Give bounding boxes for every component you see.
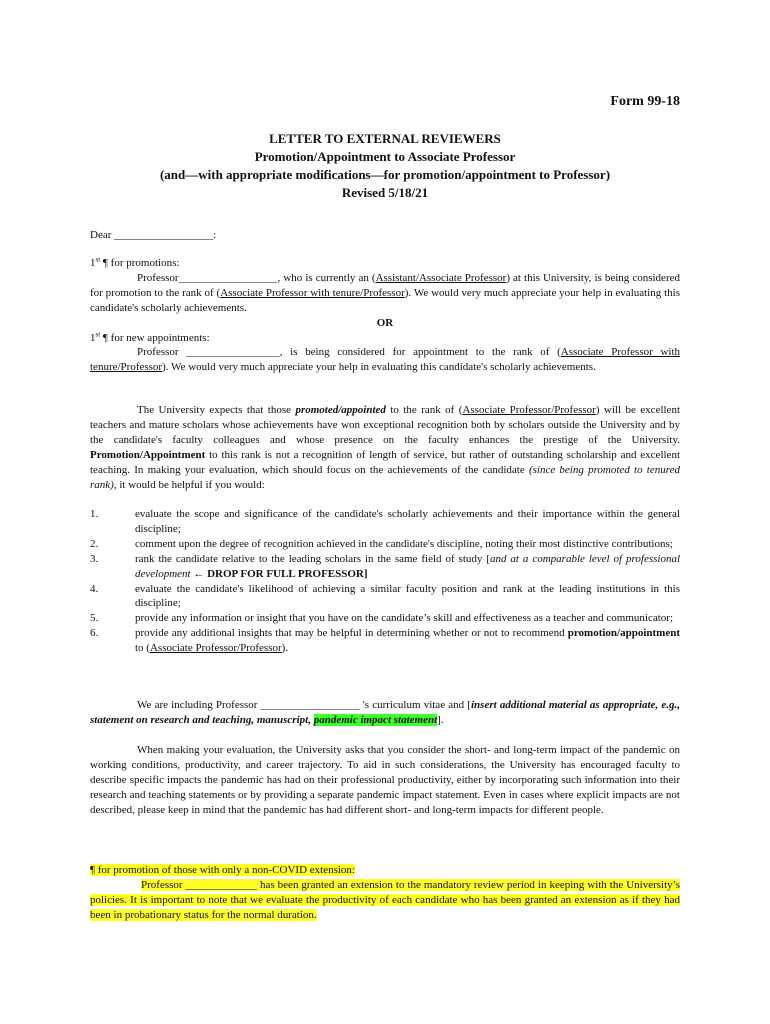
rank-option-target: Associate Professor with tenure/Professor: [220, 286, 405, 299]
promotions-paragraph: [90, 256, 680, 375]
form-number: Form 99-18: [610, 94, 680, 109]
list-item: 6. provide any additional insights that may be helpful in determining whether or not to recommend promotion/appointment to (Associate Professor/Professor).: [90, 627, 680, 655]
rank-option-current: Assistant/Associate Professor: [375, 271, 507, 284]
letter-title-block: [90, 130, 680, 202]
title-line-3: (and—with appropriate modifications—for promotion/appointment to Professor): [159, 167, 611, 182]
pandemic-statement-highlight: pandemic impact statement: [313, 713, 438, 726]
appointments-heading: 1st ¶ for new appointments:: [90, 329, 210, 344]
appointments-body: Professor _________________, is being considered for appointment to the rank of (Associate Professor with tenure/Professor). We would very much appreciate your help in evaluating this candidate's scholarly achievements.: [90, 346, 681, 374]
title-line-1: LETTER TO EXTERNAL REVIEWERS: [269, 131, 501, 146]
list-item: 1. evaluate the scope and significance of the candidate's scholarly achievements and their importance within the general discipline;: [90, 508, 680, 535]
title-line-2: Promotion/Appointment to Associate Professor: [254, 149, 516, 164]
expectations-paragraph: The University expects that those promoted/appointed to the rank of (Associate Professor/Professor) will be excellent teachers and mature scholars whose achievements have won exceptional recognition both by scholars outside the University and by the candidate's faculty colleagues and whose presence on the faculty enhances the prestige of the University. Promotion/Appointment to this rank is not a recognition of length of service, but rather of outstanding scholarship and excellent teaching. In making your evaluation, which should focus on the achievements of the candidate (since being promoted to tenured rank), it would be helpful if you would:: [90, 404, 680, 491]
extension-heading: ¶ for promotion of those with only a non-COVID extension:: [90, 864, 355, 876]
pandemic-paragraph: When making your evaluation, the University asks that you consider the short- and long-term impact of the pandemic on working conditions, productivity, and career trajectory. To aid in such considerations, the University has encouraged faculty to describe specific impacts the pandemic has had on their professional productivity, either by incorporating such information into their research and teaching statements or by providing a separate pandemic impact statement. Even in cases where explicit impacts are not described, please keep in mind that the pandemic has had different short- and long-term impacts for different people.: [90, 744, 680, 816]
list-item: 3. rank the candidate relative to the leading scholars in the same field of study [and at a comparable level of professional development ← DROP FOR FULL PROFESSOR]: [90, 552, 680, 580]
salutation: Dear __________________:: [90, 229, 217, 241]
extension-paragraph: [90, 863, 680, 923]
title-line-4: Revised 5/18/21: [341, 185, 429, 200]
appointment-rank-option: Associate Professor with tenure/Professor: [90, 346, 681, 374]
promotions-body: Professor__________________, who is currently an (Assistant/Associate Professor) at this University, is being considered for promotion to the rank of (Associate Professor with tenure/Professor). We would very much appreciate your help in evaluating this candidate's scholarly achievements.: [90, 271, 680, 314]
cv-paragraph: We are including Professor __________________ 's curriculum vitae and [insert additional material as appropriate, e.g., statement on research and teaching, manuscript, pandemic impact statement].: [90, 699, 681, 726]
or-separator: OR: [376, 316, 394, 329]
list-item: 2. comment upon the degree of recognition achieved in the candidate's discipline, noting their most distinctive contributions;: [90, 537, 673, 550]
list-item: 5. provide any information or insight that you have on the candidate’s skill and effectiveness as a teacher and communicator;: [90, 612, 674, 625]
extension-body: Professor _____________ has been granted an extension to the mandatory review period in keeping with the University’s policies. It is important to note that we evaluate the productivity of each candidate who has been granted an extension as if they had been in probationary status for the normal duration.: [90, 878, 680, 921]
evaluation-request-list: [90, 507, 680, 656]
promotions-heading: 1st ¶ for promotions:: [90, 255, 180, 269]
list-item: 4. evaluate the candidate's likelihood of achieving a similar faculty position and rank at the leading institutions in this discipline;: [90, 582, 680, 610]
